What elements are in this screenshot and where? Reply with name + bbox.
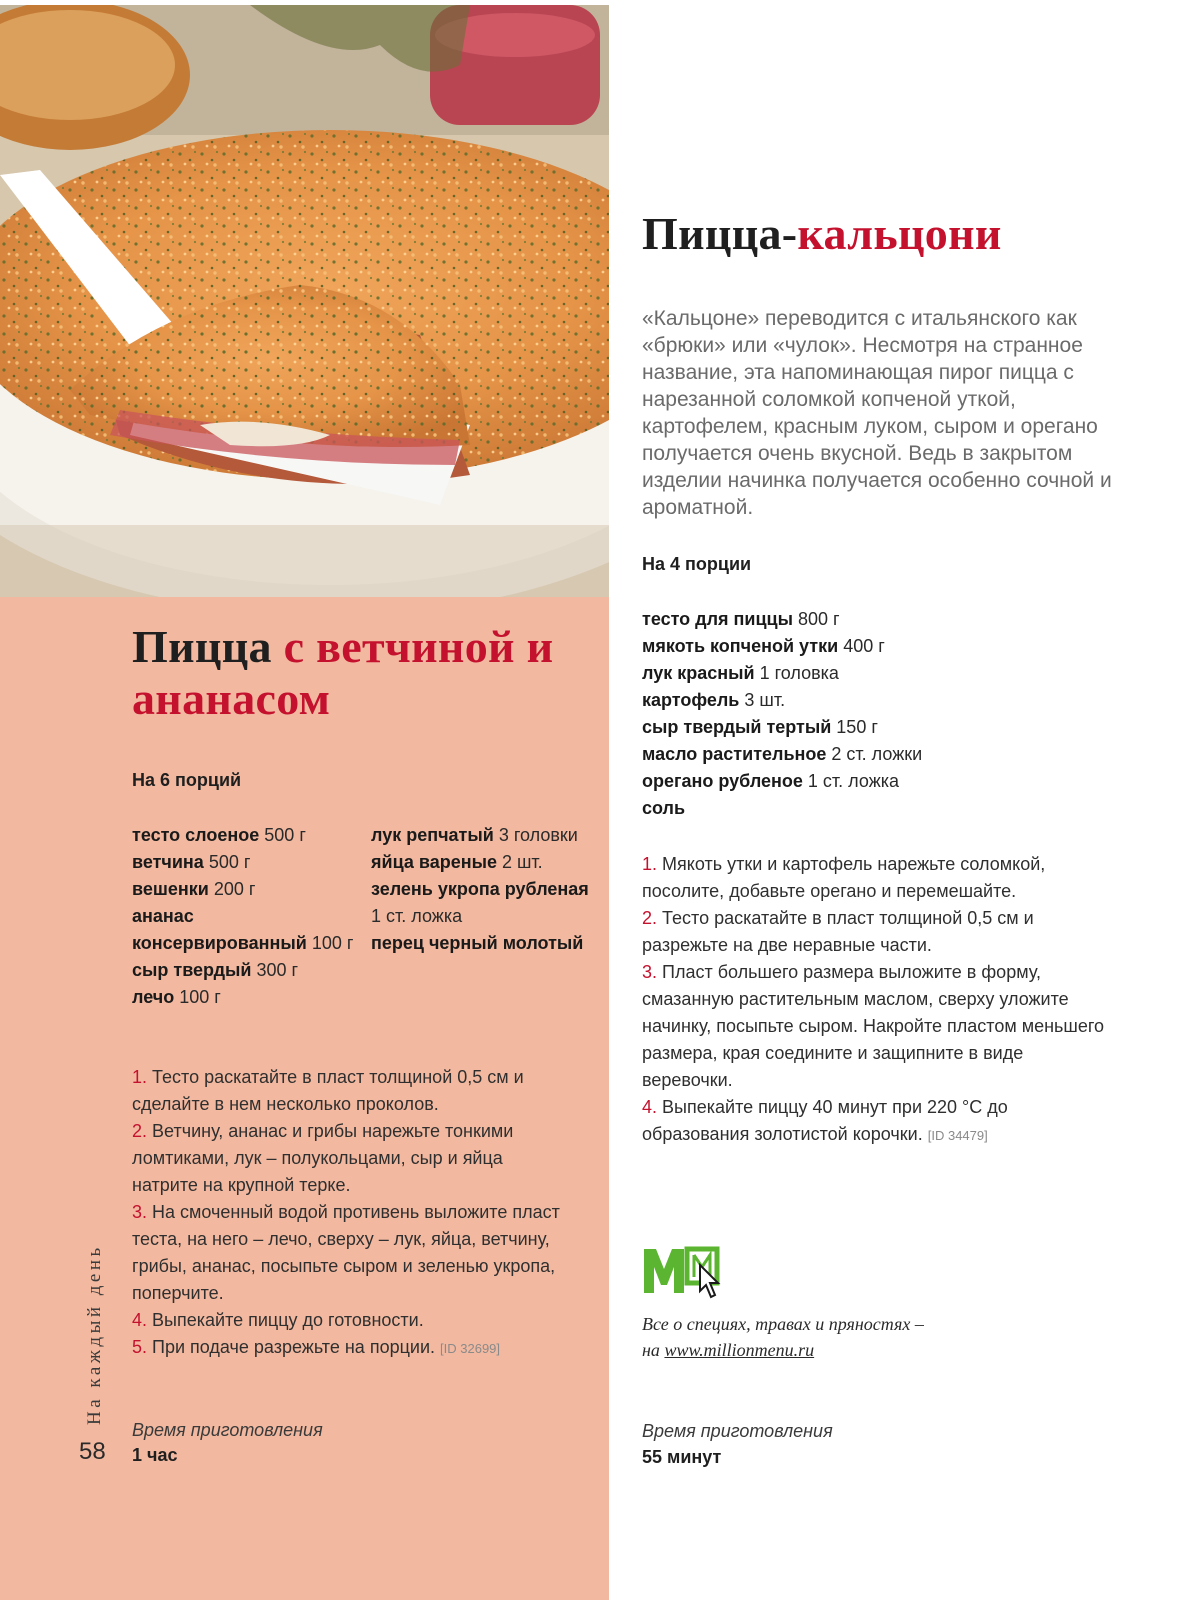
pizza-photo-illustration	[0, 5, 609, 597]
ingredient-name: орегано рубленое	[642, 771, 803, 791]
ingredient-amount: 300 г	[256, 960, 299, 980]
ingredient-amount: 500 г	[264, 825, 306, 845]
ingredient-name: вешенки	[132, 879, 209, 899]
left-servings: На 6 порций	[132, 770, 242, 790]
right-time-value: 55 минут	[642, 1447, 722, 1467]
ingredient-amount: 500 г	[208, 852, 251, 872]
step-text: Мякоть утки и картофель нарежьте соломкой, посолите, добавьте орегано и перемешайте.	[642, 854, 1046, 901]
ingredient-item	[642, 741, 1122, 768]
ingredient-amount: 1 головка	[759, 663, 839, 683]
step-text: При подаче разрежьте на порции.	[152, 1337, 436, 1357]
right-servings: На 4 порции	[642, 554, 752, 574]
ingredient-name: картофель	[642, 690, 740, 710]
right-ingredients	[642, 606, 1122, 822]
recipe-step	[642, 1094, 1112, 1149]
step-number: 2.	[642, 908, 658, 928]
ingredient-name: сыр твердый	[132, 960, 252, 980]
ingredient-item	[132, 822, 362, 849]
ingredient-item	[642, 795, 1122, 822]
ingredient-amount: 200 г	[213, 879, 256, 899]
promo-link[interactable]: www.millionmenu.ru	[664, 1340, 815, 1360]
ingredient-item	[132, 984, 362, 1011]
step-number: 1.	[642, 854, 658, 874]
recipe-step	[642, 905, 1112, 959]
step-text: Выпекайте пиццу 40 минут при 220 °С до образования золотистой корочки.	[642, 1097, 1008, 1144]
recipe-step	[132, 1064, 572, 1118]
right-title-main: Пицца-	[642, 208, 798, 259]
ingredient-item	[642, 687, 1122, 714]
step-text: Тесто раскатайте в пласт толщиной 0,5 см и разрежьте на две неравные части.	[642, 908, 1034, 955]
ingredient-name: перец черный молотый	[371, 933, 584, 953]
recipe-step	[132, 1307, 572, 1334]
step-number: 4.	[132, 1310, 148, 1330]
ingredient-item	[642, 660, 1122, 687]
step-text: Пласт большего размера выложите в форму, смазанную растительным маслом, сверху уложите начинку, посыпьте сыром. Накройте пластом меньшего размера, края соедините и защипните в виде веревочки.	[642, 962, 1105, 1090]
promo-link-line	[642, 1337, 982, 1363]
ingredient-item	[371, 930, 596, 957]
left-title-accent: с ветчиной и ананасом	[132, 621, 554, 724]
ingredient-item	[132, 876, 362, 903]
page-number: 58	[79, 1438, 106, 1465]
ingredient-item	[371, 849, 596, 876]
ingredient-amount: 3 головки	[498, 825, 578, 845]
ingredient-amount: 1 ст. ложка	[371, 906, 463, 926]
ingredient-name: ветчина	[132, 852, 204, 872]
step-text: Тесто раскатайте в пласт толщиной 0,5 см и сделайте в нем несколько проколов.	[132, 1067, 524, 1114]
ingredient-name: яйца вареные	[371, 852, 497, 872]
right-time-label: Время приготовления	[642, 1421, 833, 1441]
right-intro: «Кальцоне» переводится с итальянского как «брюки» или «чулок». Несмотря на странное название, эта напоминающая пирог пицца с нарезанной соломкой копченой уткой, картофелем, красным луком, сыром и орегано получается очень вкусной. Ведь в закрытом изделии начинка получается особенно сочной и ароматной.	[642, 307, 1112, 519]
ingredient-amount: 2 шт.	[501, 852, 543, 872]
right-steps	[642, 851, 1112, 1149]
step-number: 5.	[132, 1337, 148, 1357]
recipe-id: [ID 32699]	[440, 1341, 501, 1356]
ingredient-item	[642, 606, 1122, 633]
ingredient-name: масло растительное	[642, 744, 827, 764]
ingredient-item	[642, 633, 1122, 660]
recipe-step	[132, 1334, 572, 1362]
section-label: На каждый день	[84, 1244, 105, 1425]
ingredient-name: лечо	[132, 987, 175, 1007]
step-number: 1.	[132, 1067, 148, 1087]
ingredient-name: сыр твердый тертый	[642, 717, 832, 737]
ingredient-amount: 1 ст. ложка	[807, 771, 900, 791]
left-ingredients-col1	[132, 822, 362, 1011]
ingredient-name: тесто для пиццы	[642, 609, 793, 629]
recipe-id: [ID 34479]	[927, 1128, 988, 1143]
recipe-step	[132, 1199, 572, 1307]
promo-text	[642, 1311, 982, 1363]
ingredient-name: ананас консервированный	[132, 906, 307, 953]
ingredient-amount: 2 ст. ложки	[831, 744, 923, 764]
ingredient-amount: 800 г	[798, 609, 840, 629]
step-number: 2.	[132, 1121, 148, 1141]
left-time-value: 1 час	[132, 1445, 178, 1465]
ingredient-item	[371, 822, 596, 849]
left-title-main: Пицца	[132, 621, 272, 672]
ingredient-item	[642, 714, 1122, 741]
ingredient-item	[132, 849, 362, 876]
step-text: На смоченный водой противень выложите пласт теста, на него – лечо, сверху – лук, яйца, ветчину, грибы, ананас, посыпьте сыром и зеленью укропа, поперчите.	[132, 1202, 560, 1303]
step-number: 4.	[642, 1097, 658, 1117]
ingredient-name: лук красный	[642, 663, 755, 683]
millionmenu-logo-icon[interactable]	[642, 1241, 728, 1301]
left-time-label: Время приготовления	[132, 1420, 323, 1440]
left-steps	[132, 1064, 572, 1362]
ingredient-amount: 3 шт.	[744, 690, 786, 710]
ingredient-name: соль	[642, 798, 686, 818]
ingredient-amount: 100 г	[311, 933, 354, 953]
promo-prefix: на	[642, 1340, 660, 1360]
step-text: Ветчину, ананас и грибы нарежьте тонкими ломтиками, лук – полукольцами, сыр и яйца натрите на крупной терке.	[132, 1121, 514, 1195]
left-ingredients-col2	[371, 822, 596, 957]
step-number: 3.	[132, 1202, 148, 1222]
ingredient-item	[132, 957, 362, 984]
pizza-photo	[0, 5, 609, 597]
ingredient-name: зелень укропа рубленая	[371, 879, 589, 899]
step-text: Выпекайте пиццу до готовности.	[152, 1310, 424, 1330]
right-recipe-title	[642, 208, 1162, 260]
ingredient-item	[371, 876, 596, 930]
recipe-step	[642, 851, 1112, 905]
ingredient-name: мякоть копченой утки	[642, 636, 839, 656]
left-recipe-title	[132, 621, 592, 725]
right-title-accent: кальцони	[797, 208, 1002, 259]
recipe-step	[132, 1118, 572, 1199]
ingredient-name: тесто слоеное	[132, 825, 260, 845]
ingredient-amount: 150 г	[836, 717, 878, 737]
ingredient-amount: 100 г	[179, 987, 221, 1007]
ingredient-item	[132, 903, 362, 957]
ingredient-name: лук репчатый	[371, 825, 494, 845]
promo-line: Все о специях, травах и пряностях –	[642, 1314, 924, 1334]
ingredient-item	[642, 768, 1122, 795]
ingredient-amount: 400 г	[843, 636, 885, 656]
step-number: 3.	[642, 962, 658, 982]
recipe-step	[642, 959, 1112, 1094]
